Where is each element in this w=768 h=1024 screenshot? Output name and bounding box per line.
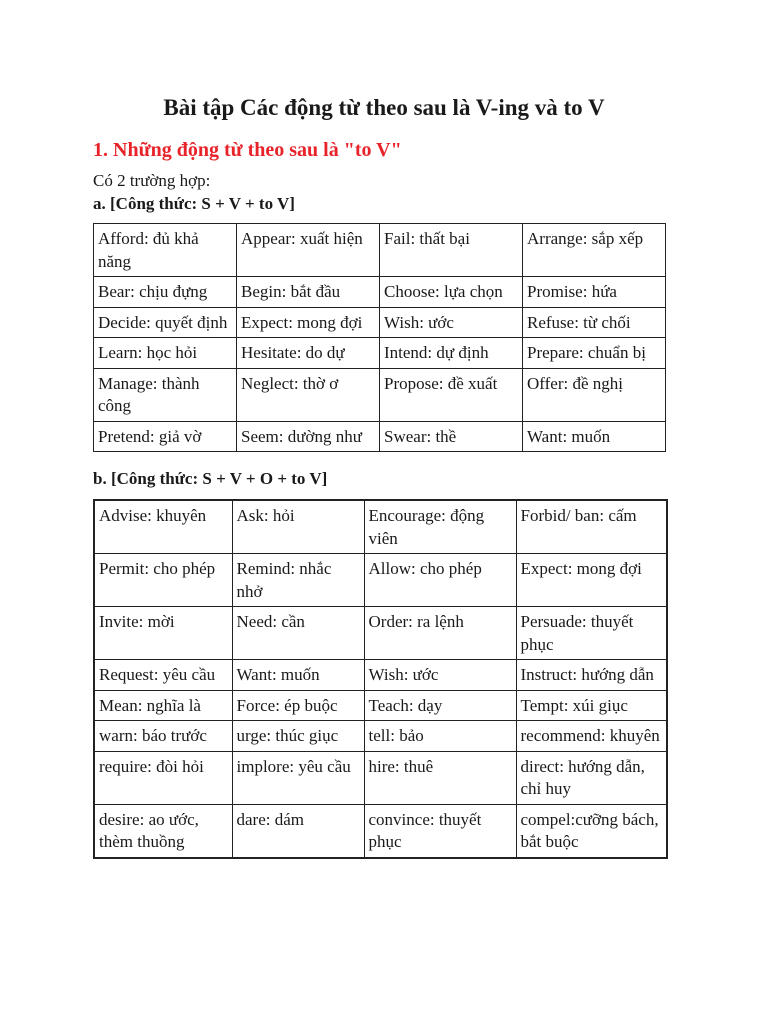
verb-b-cell: Expect: mong đợi [516,554,667,607]
verb-b-cell: Wish: ước [364,660,516,691]
verb-b-cell: Order: ra lệnh [364,607,516,660]
verb-b-cell: warn: báo trước [94,721,232,752]
verb-b-row [94,690,667,721]
verb-b-cell: desire: ao ước, thèm thuồng [94,804,232,858]
verb-b-cell: Persuade: thuyết phục [516,607,667,660]
verb-a-cell: Fail: thất bại [380,224,523,277]
verb-a-cell: Afford: đủ khả năng [94,224,237,277]
verb-b-cell: Mean: nghĩa là [94,690,232,721]
verb-a-cell: Refuse: từ chối [523,307,666,338]
verb-a-cell: Prepare: chuẩn bị [523,338,666,369]
verb-b-row [94,751,667,804]
verb-a-cell: Swear: thề [380,421,523,452]
verb-a-cell: Want: muốn [523,421,666,452]
verb-b-cell: implore: yêu cầu [232,751,364,804]
verb-b-cell: Forbid/ ban: cấm [516,500,667,554]
verb-b-row [94,554,667,607]
document-title: Bài tập Các động từ theo sau là V-ing và to V [163,95,605,120]
verb-b-cell: urge: thúc giục [232,721,364,752]
verb-a-row [94,338,666,369]
verb-b-cell: Encourage: động viên [364,500,516,554]
verb-a-cell: Hesitate: do dự [237,338,380,369]
verb-b-cell: Permit: cho phép [94,554,232,607]
verb-b-cell: dare: dám [232,804,364,858]
verb-a-cell: Promise: hứa [523,277,666,308]
verb-b-cell: require: đòi hỏi [94,751,232,804]
verb-a-cell: Learn: học hỏi [94,338,237,369]
verb-b-row [94,500,667,554]
verb-a-row [94,277,666,308]
verb-b-cell: Teach: dạy [364,690,516,721]
verb-a-cell: Choose: lựa chọn [380,277,523,308]
section-heading: 1. Những động từ theo sau là "to V" [93,139,402,161]
verb-b-cell: Remind: nhắc nhở [232,554,364,607]
verb-b-cell: Instruct: hướng dẫn [516,660,667,691]
verb-table-b [93,499,668,859]
verb-b-cell: Advise: khuyên [94,500,232,554]
verb-b-cell: compel:cưỡng bách, bắt buộc [516,804,667,858]
formula-a-heading: a. [Công thức: S + V + to V] [93,194,295,213]
verb-a-cell: Bear: chịu đựng [94,277,237,308]
verb-a-cell: Wish: ước [380,307,523,338]
verb-a-row [94,224,666,277]
verb-a-cell: Pretend: giả vờ [94,421,237,452]
intro-text: Có 2 trường hợp: [93,171,211,190]
verb-b-cell: Request: yêu cầu [94,660,232,691]
verb-a-cell: Decide: quyết định [94,307,237,338]
verb-b-cell: hire: thuê [364,751,516,804]
verb-b-row [94,804,667,858]
verb-a-cell: Offer: đề nghị [523,368,666,421]
verb-a-cell: Intend: dự định [380,338,523,369]
verb-a-cell: Neglect: thờ ơ [237,368,380,421]
verb-a-cell: Appear: xuất hiện [237,224,380,277]
verb-a-cell: Begin: bắt đầu [237,277,380,308]
formula-b-heading: b. [Công thức: S + V + O + to V] [93,469,328,488]
verb-b-cell: Tempt: xúi giục [516,690,667,721]
verb-b-row [94,721,667,752]
verb-b-cell: tell: bảo [364,721,516,752]
verb-b-cell: direct: hướng dẫn, chỉ huy [516,751,667,804]
verb-b-cell: Allow: cho phép [364,554,516,607]
verb-a-cell: Seem: dường như [237,421,380,452]
verb-b-cell: Want: muốn [232,660,364,691]
verb-table-a [93,223,666,452]
verb-b-cell: convince: thuyết phục [364,804,516,858]
verb-b-cell: Need: cần [232,607,364,660]
verb-a-row [94,421,666,452]
verb-a-cell: Arrange: sắp xếp [523,224,666,277]
verb-a-row [94,307,666,338]
verb-b-cell: recommend: khuyên [516,721,667,752]
verb-b-cell: Invite: mời [94,607,232,660]
verb-a-row [94,368,666,421]
verb-b-cell: Force: ép buộc [232,690,364,721]
verb-b-cell: Ask: hỏi [232,500,364,554]
verb-a-cell: Manage: thành công [94,368,237,421]
verb-b-row [94,607,667,660]
verb-b-row [94,660,667,691]
verb-a-cell: Propose: đề xuất [380,368,523,421]
verb-a-cell: Expect: mong đợi [237,307,380,338]
